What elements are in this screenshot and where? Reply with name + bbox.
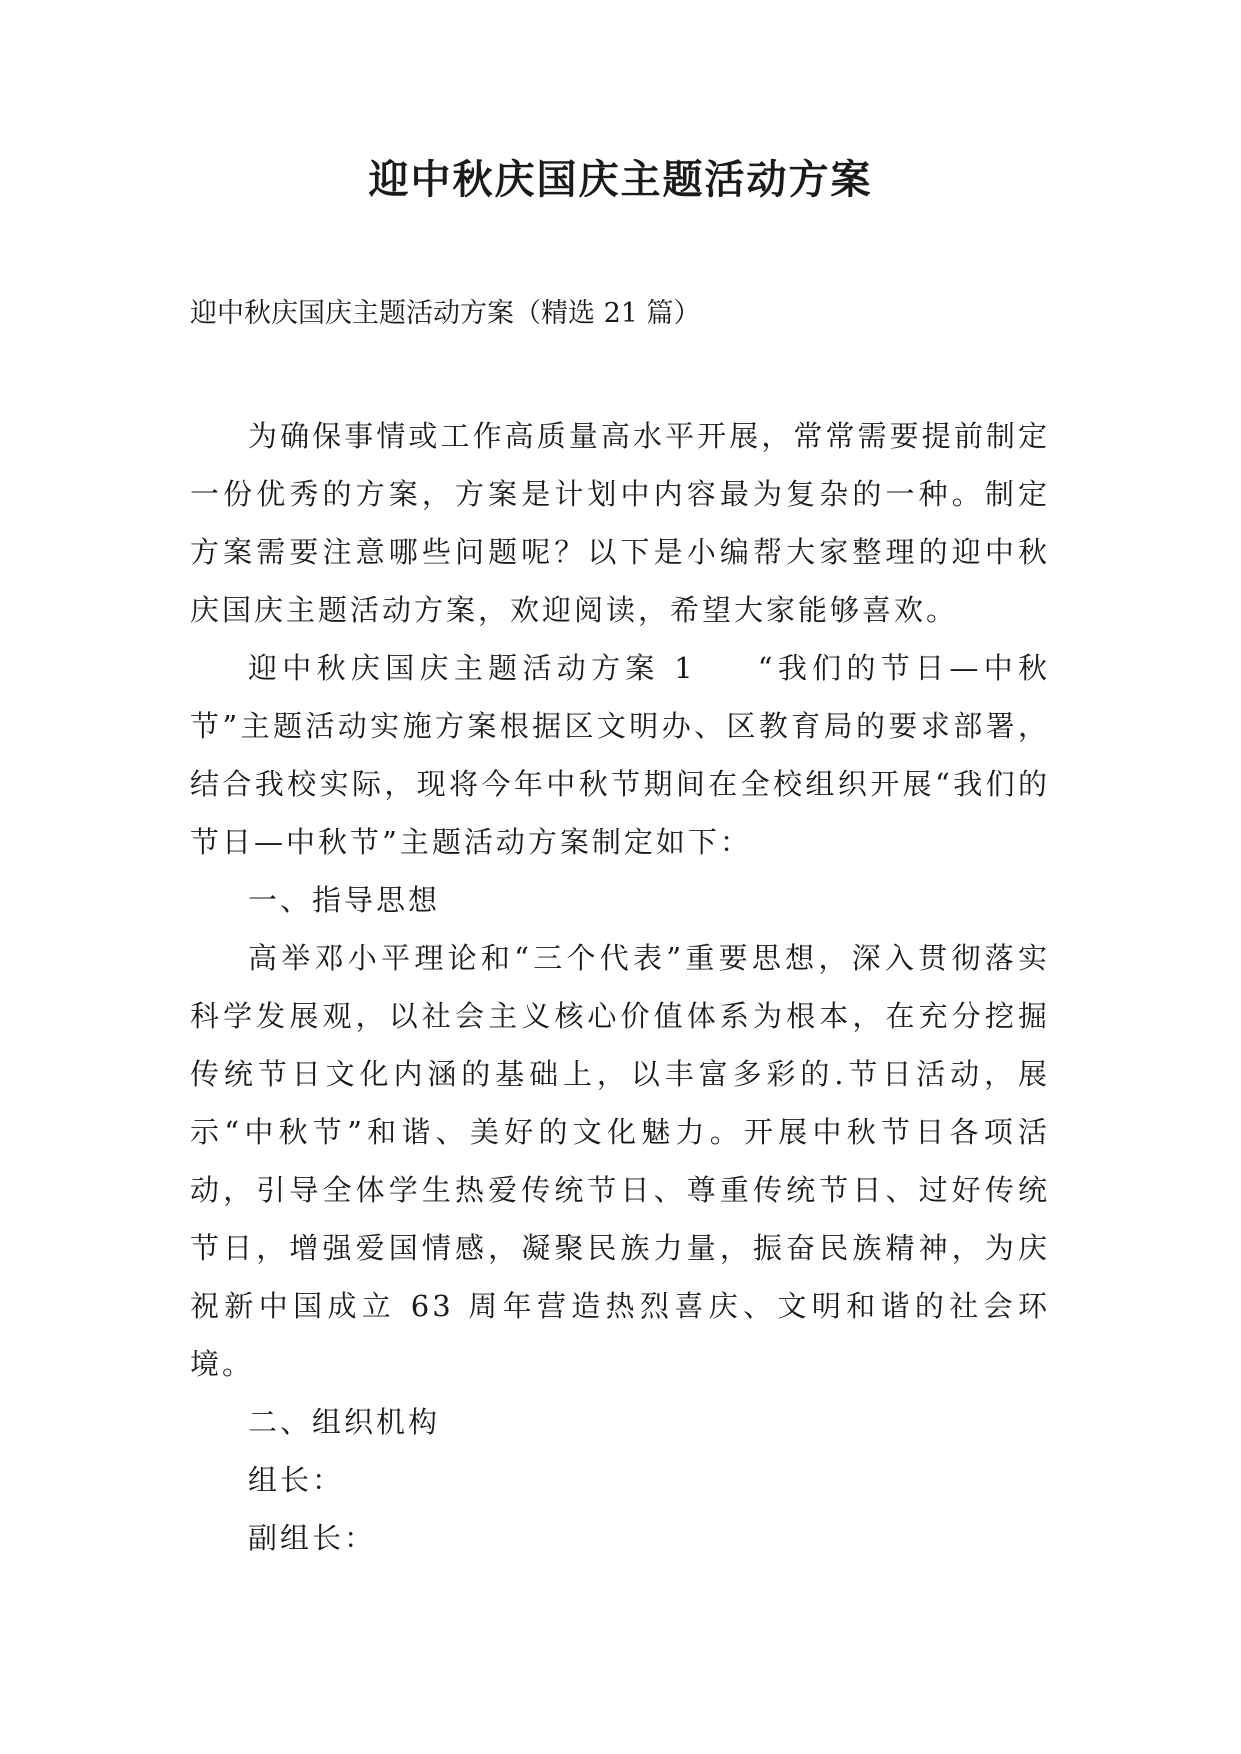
document-subtitle: 迎中秋庆国庆主题活动方案（精选 21 篇） bbox=[190, 298, 701, 329]
document-title: 迎中秋庆国庆主题活动方案 bbox=[368, 156, 873, 203]
intro-paragraph: 为确保事情或工作高质量高水平开展，常常需要提前制定一份优秀的方案，方案是计划中内容最为复杂的一种。制定方案需要注意哪些问题呢？以下是小编帮大家整理的迎中秋庆国庆主题活动方案，欢迎阅读，希望大家能够喜欢。 bbox=[190, 419, 1050, 627]
deputy-leader-line: 副组长： bbox=[248, 1521, 377, 1555]
document-body bbox=[190, 407, 1050, 1567]
guiding-ideology-paragraph: 高举邓小平理论和“三个代表”重要思想，深入贯彻落实科学发展观，以社会主义核心价值体系为根本，在充分挖掘传统节日文化内涵的基础上，以丰富多彩的.节日活动，展示“中秋节”和谐、美好的文化魅力。开展中秋节日各项活动，引导全体学生热爱传统节日、尊重传统节日、过好传统节日，增强爱国情感，凝聚民族力量，振奋民族精神，为庆祝新中国成立 63 周年营造热烈喜庆、文明和谐的社会环境。 bbox=[190, 941, 1050, 1381]
section-1-paragraph bbox=[190, 639, 1050, 871]
leader-line: 组长： bbox=[248, 1463, 345, 1497]
section-1-text: “我们的节日—中秋节”主题活动实施方案根据区文明办、区教育局的要求部署，结合我校实际，现将今年中秋节期间在全校组织开展“我们的节日—中秋节”主题活动方案制定如下： bbox=[190, 651, 1051, 859]
heading-organization: 二、组织机构 bbox=[248, 1405, 441, 1439]
heading-guiding-ideology: 一、指导思想 bbox=[248, 883, 441, 917]
section-1-label: 迎中秋庆国庆主题活动方案 1 bbox=[248, 651, 696, 685]
